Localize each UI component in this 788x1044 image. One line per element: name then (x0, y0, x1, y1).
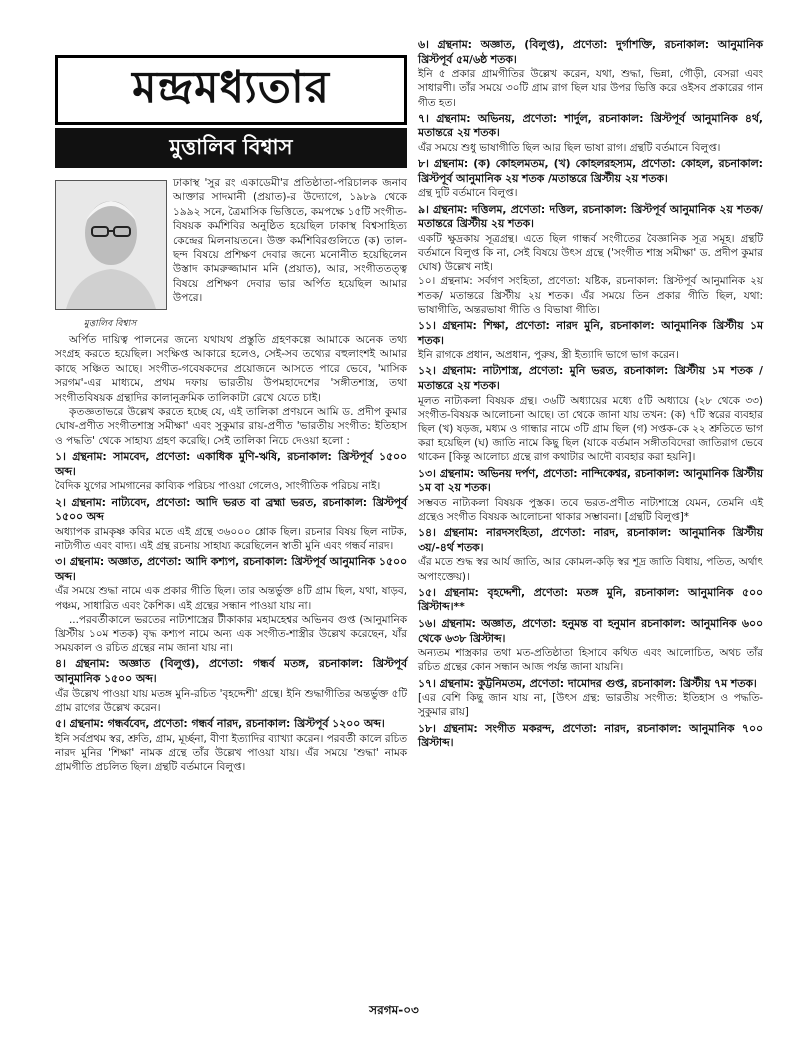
list-item (55, 450, 407, 493)
list-item (418, 526, 763, 584)
entry-heading: ৬। গ্রন্থনাম: অজ্ঞাত, (বিলুপ্ত), প্রণেতা: দুর্গাশক্তি, রচনাকাল: আনুমানিক খ্রিস্টপূর্ব ৫ম/৬ষ্ঠ শতক। (418, 38, 763, 66)
article-title: মন্দ্রমধ্যতার (132, 61, 330, 113)
author-photo (55, 180, 167, 310)
entry-body: বৈদিক যুগের সামগানের কাব্যিক পরিচয় পাওয়া গেলেও, সাংগীতিক পরিচয় নাই। (55, 480, 381, 493)
author-name: মুত্তালিব বিশ্বাস (169, 134, 293, 159)
list-item (418, 722, 763, 751)
entry-body: এঁর উল্লেখ পাওয়া যায় মতঙ্গ মুনি-রচিত 'বৃহদ্দেশী' গ্রন্থে। ইনি শুদ্ধাগীতির অন্তর্ভুক্ত ৫টি গ্রাম রাগের উল্লেখ করেন। (55, 687, 407, 714)
entry-heading: ১২। গ্রন্থনাম: নাট্যশাস্ত্র, প্রণেতা: মুনি ভরত, রচনাকাল: খ্রিস্টীয় ১ম শতক / মতান্তরে ২য় শতক। (418, 364, 763, 392)
list-item (55, 496, 407, 554)
entry-heading: ১। গ্রন্থনাম: সামবেদ, প্রণেতা: একাধিক মুণি-ঋষি, রচনাকাল: খ্রিস্টপূর্ব ১৫০০ অব্দ। (55, 450, 407, 478)
entries-left (55, 450, 407, 774)
entry-heading: ৩। গ্রন্থনাম: অজ্ঞাত, প্রণেতা: আদি কশ্যপ, রচনাকাল: খ্রিস্টপূর্ব আনুমানিক ১৫০০ অব্দ। (55, 555, 407, 583)
photo-caption: মুত্তালিব বিশ্বাস (83, 319, 137, 329)
list-item (418, 586, 763, 615)
entry-body: একটি ক্ষুদ্রকায় সূত্রগ্রন্থ। এতে ছিল গান্ধর্ব সংগীতের বৈজ্ঞানিক সূত্র সমূহ। গ্রন্থটি বর্তমানে বিলুপ্ত কি না, সেই বিষয়ে উৎস গ্রন্থে ('সংগীত শাস্ত্র সমীক্ষা' ড. প্রদীপ কুমার ঘোষ) উল্লেখ নাই। (418, 232, 763, 274)
entry-body: সম্ভবত নাট্যকলা বিষয়ক পুস্তক। তবে ভরত-প্রণীত নাট্যশাস্ত্রে যেমন, তেমনি এই গ্রন্থেও সংগীত বিষয়ক আলোচনা থাকার সম্ভাবনা। [গ্রন্থটি বিলুপ্ত]* (418, 496, 763, 523)
entry-heading: ১৬। গ্রন্থনাম: অজ্ঞাত, প্রণেতা: হনুমন্ত বা হনুমান রচনাকাল: আনুমানিক ৬০০ থেকে ৬৩৮ খ্রিস্টাব্দ। (418, 616, 763, 645)
list-item (55, 717, 407, 774)
entry-heading: ১১। গ্রন্থনাম: শিক্ষা, প্রণেতা: নারদ মুনি, রচনাকাল: আনুমানিক খ্রিস্টীয় ১ম শতক। (418, 318, 763, 347)
page-footer: সরগম-০৩ (369, 1003, 419, 1017)
entry-body: গ্রন্থ দুটি বর্তমানে বিলুপ্ত। (418, 187, 518, 200)
entry-body: মূলত নাট্যকলা বিষয়ক গ্রন্থ। ৩৬টি অধ্যায়ের মধ্যে ৫টি অধ্যায়ে (২৮ থেকে ৩৩) সংগীত-বিষয়ক আলোচনা আছে। তা থেকে জানা যায় তখন: (ক) ৭টি স্বরের ব্যবহার ছিল (খ) ষড়জ, মধ্যম ও গান্ধার নামে ৩টি গ্রাম ছিল (গ) সপ্তক-কে ২২ শ্রুতিতে ভাগ করা হয়েছিল (ঘ) জাতি নামে কিছু ছিল (যাকে বর্তমান সঙ্গীতবিদেরা জাতিরাগ ভেবে থাকেন [কিন্তু আলোচ্য গ্রন্থে রাগ কথাটার আদৌ ব্যবহার করা হয়নি]। (418, 394, 763, 464)
intro-paragraph-1: ঢাকাস্থ 'সুর রং একাডেমী'র প্রতিষ্ঠাতা-পরিচালক জনাব আক্তার সাদমানী (প্রয়াত)-র উদ্যোগে, ১৯৮৯ থেকে ১৯৯২ সনে, ত্রৈমাসিক ভিত্তিতে, কমপক্ষে ১৫টি সংগীত-বিষয়ক কর্মশিবির অনুষ্ঠিত হয়েছিল ঢাকাস্থ বিশ্বসাহিত্য কেন্দ্রের মিলনায়তনে। উক্ত কর্মশিবিরগুলিতে (ক) তাল-ছন্দ বিষয়ে প্রশিক্ষণ দেবার জন্যে মনোনীত হয়েছিলেন উস্তাদ কামরুজ্জামান মনি (প্রয়াত), আর, সংগীততত্ত্ব বিষয়ে প্রশিক্ষণ দেবার ভার অর্পিত হয়েছিল আমার উপরে। (173, 177, 407, 305)
entry-body: ইনি ৫ প্রকার গ্রামগীতির উল্লেখ করেন, যথা, শুদ্ধা, ভিন্না, গৌড়ী, বেসরা এবং সাধারণী। তাঁর সময়ে ৩০টি গ্রাম রাগ ছিল যার উপর ভিত্তি করে ওইসব প্রকারের গান গীত হত। (418, 68, 763, 109)
entry-body: এঁর মতে শুদ্ধ স্বর আর্য জাতি, আর কোমল-কড়ি স্বর শূদ্র জাতি বিধায়, পতিত, অর্থাৎ অপাংক্তেয়)। (418, 556, 763, 583)
right-column (418, 36, 763, 751)
entry-body: [এর বেশি কিছু জান যায় না, [উৎস গ্রন্থ: ভারতীয় সংগীত: ইতিহাস ও পদ্ধতি- সুকুমার রায়] (418, 692, 763, 719)
list-item (55, 657, 407, 715)
entry-body: ...পরবর্তীকালে ভরতের নাট্যশাস্ত্রের টীকাকার মহামহেশ্বর অভিনব গুপ্ত (আনুমানিক খ্রিস্টীয় ১০ম শতক) বৃদ্ধ কশ্যপ নামে অন্য এক সংগীত-শাস্ত্রীর উল্লেখ করেছেন, যাঁর সময়কাল ও রচিত গ্রন্থের নাম জানা যায় না। (55, 613, 407, 655)
entry-heading: ৭। গ্রন্থনাম: অভিনয়, প্রণেতা: শার্দুল, রচনাকাল: খ্রিস্টপূর্ব আনুমানিক ৪র্থ, মতান্তরে ২য় শতক। (418, 111, 763, 140)
intro-paragraph-3: কৃতজ্ঞতাভরে উল্লেখ করতে হচ্ছে যে, এই তালিকা প্রণয়নে আমি ড. প্রদীপ কুমার ঘোষ-প্রণীত সংগীতশাস্ত্র সমীক্ষা' এবং সুকুমার রায়-প্রণীত 'ভারতীয় সংগীত: ইতিহাস ও পদ্ধতি' থেকে সাহায্য গ্রহণ করেছি। সেই তালিকা নিচে দেওয়া হলো : (55, 406, 407, 447)
entry-body: অন্যতম শাস্ত্রকার তথা মত-প্রতিষ্ঠাতা হিসাবে কথিত এবং আলোচিত, অথচ তাঁর রচিত গ্রন্থের কোন সন্ধান আজ পর্যন্ত জানা যায়নি। (418, 647, 763, 674)
list-item (418, 617, 763, 675)
list-item (418, 677, 763, 720)
list-item (418, 467, 763, 525)
entry-body: ইনি রাগকে প্রধান, অপ্রধান, পুরুষ, স্ত্রী ইত্যাদি ভাগে ভাগ করেন। (418, 349, 679, 362)
entry-body: ইনি সর্বপ্রথম স্বর, শ্রুতি, গ্রাম, মূর্চ্ছনা, বীণা ইত্যাদির ব্যাখ্যা করেন। পরবর্তী কালে রচিত নারদ মুনির 'শিক্ষা' নামক গ্রন্থে তাঁর উল্লেখ পাওয়া যায়। এঁর সময়ে 'শুদ্ধা' নামক গ্রামগীতি প্রচলিত ছিল। গ্রন্থটি বর্তমানে বিলুপ্ত। (55, 732, 407, 774)
entry-heading: ৯। গ্রন্থনাম: দত্তিলম, প্রণেতা: দত্তিল, রচনাকাল: খ্রিস্টপূর্ব আনুমানিক ২য় শতক/ মতান্তরে খ্রিস্টীয় ২য় শতক। (418, 202, 763, 231)
list-item (418, 112, 763, 155)
entry-body: অধ্যাপক রামকৃষ্ণ কবির মতে এই গ্রন্থে ৩৬০০০ শ্লোক ছিল। রচনার বিষয় ছিল নাটক, নাট্যগীত এবং বাদ্য। এই গ্রন্থ রচনায় সাহায্য করেছিলেন স্বাতী মুনি এবং গন্ধর্ব নারদ। (55, 525, 407, 553)
intro-block (55, 176, 407, 448)
entry-heading: ১৫। গ্রন্থনাম: বৃহদ্দেশী, প্রণেতা: মতঙ্গ মুনি, রচনাকাল: আনুমানিক ৫০০ খ্রিস্টাব্দ।** (418, 585, 763, 614)
list-item (418, 157, 763, 200)
entry-heading: ১৩। গ্রন্থনাম: অভিনয় দর্পণ, প্রণেতা: নান্দিকেশ্বর, রচনাকাল: আনুমানিক খ্রিস্টীয় ১ম বা ২য় শতক। (418, 466, 763, 495)
author-bar (55, 128, 407, 168)
entry-heading: ৮। গ্রন্থনাম: (ক) কোহলমতম, (খ) কোহলরহস্যম, প্রণেতা: কোহল, রচনাকাল: খ্রিস্টপূর্ব আনুমানিক ২য় শতক /মতান্তরে খ্রিস্টীয় ২য় শতক। (418, 157, 763, 185)
entry-heading: ৪। গ্রন্থনাম: অজ্ঞাত (বিলুপ্ত), প্রণেতা: গন্ধর্ব মতঙ্গ, রচনাকাল: খ্রিস্টপূর্ব আনুমানিক ১৫০০ অব্দ। (55, 657, 407, 686)
list-item (55, 613, 407, 656)
entry-heading: ৫। গ্রন্থনাম: গন্ধর্ববেদ, প্রণেতা: গন্ধর্ব নারদ, রচনাকাল: খ্রিস্টপূর্ব ১২০০ অব্দ। (55, 717, 385, 731)
entry-body: ১০। গ্রন্থনাম: সর্বগণ সংহিতা, প্রণেতা: যষ্টিক, রচনাকাল: খ্রিস্টপূর্ব আনুমানিক ২য় শতক/ মতান্তরে খ্রিস্টীয় ২য় শতক। এঁর সময়ে তিন প্রকার গীতি ছিল, যথা: ভাষাগীতি, অন্তরভাষা গীতি ও বিভাষা গীতি। (418, 275, 763, 316)
list-item (418, 274, 763, 317)
author-photo-wrap (55, 180, 165, 331)
article-title-box (55, 55, 407, 125)
entry-heading: ২। গ্রন্থনাম: নাট্যবেদ, প্রণেতা: আদি ভরত বা ব্রহ্মা ভরত, রচনাকাল: খ্রিস্টপূর্ব ১৫০০ অব্দ (55, 495, 407, 524)
entry-body: এঁর সময়ে শুধু ভাষাগীতি ছিল আর ছিল ভাষা রাগ। গ্রন্থটি বর্তমানে বিলুপ্ত। (418, 141, 721, 154)
list-item (418, 38, 763, 110)
entry-body: এঁর সময়ে শুদ্ধা নামে এক প্রকার গীতি ছিল। তার অন্তর্ভুক্ত ৪টি গ্রাম ছিল, যথা, ষাড়ব, পঞ্চম, সাধারিত এবং কৈশিক। এই গ্রন্থের সন্ধান পাওয়া যায় না। (55, 585, 407, 612)
list-item (418, 203, 763, 275)
list-item (418, 364, 763, 464)
entry-heading: ১৮। গ্রন্থনাম: সংগীত মকরন্দ, প্রণেতা: নারদ, রচনাকাল: আনুমানিক ৭০০ খ্রিস্টাব্দ। (418, 721, 763, 750)
list-item (55, 555, 407, 613)
intro-paragraph-2: অর্পিত দায়িত্ব পালনের জন্যে যথাযথ প্রস্তুতি গ্রহণকল্পে আমাকে অনেক তথ্য সংগ্রহ করতে হয়েছিল। সংক্ষিপ্ত আকারে হলেও, সেই-সব তথ্যের বহুলাংশই আমার কাছে সঞ্চিত আছে। সংগীত-গবেষকদের প্রয়োজনে আসতে পারে ভেবে, 'মাসিক সরগম'-এর মাধ্যমে, প্রথম দফায় ভারতীয় উপমহাদেশের 'সঙ্গীতশাস্ত্র, তথা সংগীতবিষয়ক গ্রন্থাদির কালানুক্রমিক তালিকাটা রেখে যেতে চাই। (55, 334, 408, 404)
entry-heading: ১৭। গ্রন্থনাম: কুট্টনিমতম, প্রণেতা: দামোদর গুপ্ত, রচনাকাল: খ্রিস্টীয় ৭ম শতক। (418, 676, 757, 690)
list-item (418, 319, 763, 362)
entry-heading: ১৪। গ্রন্থনাম: নারদসংহিতা, প্রণেতা: নারদ, রচনাকাল: আনুমানিক খ্রিস্টীয় ৩য়/-৪র্থ শতক। (418, 526, 763, 554)
left-column (55, 55, 407, 774)
